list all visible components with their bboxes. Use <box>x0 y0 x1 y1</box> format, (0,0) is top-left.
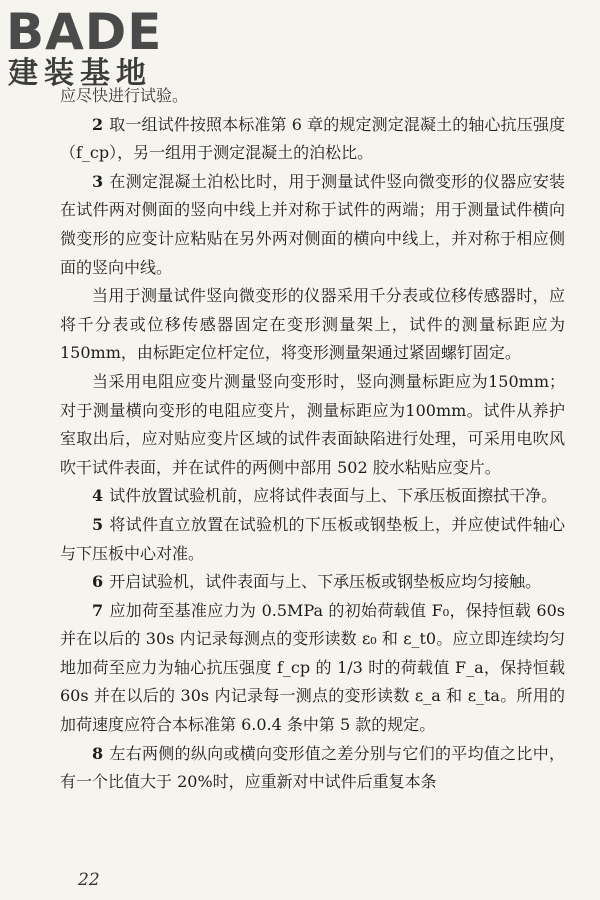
paragraph-item-3 <box>60 168 565 282</box>
item-number: 8 <box>92 743 104 763</box>
paragraph-text: 当用于测量试件竖向微变形的仪器采用千分表或位移传感器时，应将千分表或位移传感器固定在变形测量架上，试件的测量标距应为 150mm，由标距定位杆定位，将变形测量架通过紧固螺钉固定。 <box>60 286 565 363</box>
paragraph-dial-gauge <box>60 282 565 368</box>
paragraph-strain-gauge <box>60 368 565 482</box>
paragraph-text: 取一组试件按照本标准第 6 章的规定测定混凝土的轴心抗压强度（f_cp），另一组用于测定混凝土的泊松比。 <box>60 114 565 163</box>
paragraph-item-7 <box>60 597 565 740</box>
paragraph-text: 左右两侧的纵向或横向变形值之差分别与它们的平均值之比中，有一个比值大于 20%时，应重新对中试件后重复本条 <box>60 743 565 792</box>
paragraph-text: 应加荷至基准应力为 0.5MPa 的初始荷载值 F₀，保持恒载 60s 并在以后的 30s 内记录每测点的变形读数 ε₀ 和 ε_t0。应立即连续均匀地加荷至应力为轴心抗压强度 f_cp 的 1/3 时的荷载值 F_a，保持恒载 60s 并在以后的 30s 内记录每一测点的变形读数 ε_a 和 ε_ta。所用的加荷速度应符合本标准第 6.0.4 条中第 5 款的规定。 <box>60 600 565 735</box>
watermark-logo <box>6 4 181 94</box>
paragraph-item-2 <box>60 111 565 168</box>
page-number: 22 <box>78 870 100 890</box>
logo-subtitle: 建装基地 <box>8 56 152 91</box>
item-number: 6 <box>92 572 104 592</box>
logo-title: BADE <box>6 3 163 61</box>
item-number: 3 <box>92 171 104 191</box>
paragraph-continuation <box>60 82 565 111</box>
paragraph-item-8 <box>60 740 565 797</box>
paragraph-item-4 <box>60 482 565 511</box>
paragraph-item-5 <box>60 511 565 568</box>
paragraph-text: 开启试验机，试件表面与上、下承压板或钢垫板应均匀接触。 <box>109 572 542 592</box>
document-body <box>60 82 565 797</box>
paragraph-text: 应尽快进行试验。 <box>60 86 189 105</box>
paragraph-text: 在测定混凝土泊松比时，用于测量试件竖向微变形的仪器应安装在试件两对侧面的竖向中线上并对称于试件的两端；用于测量试件横向微变形的应变计应粘贴在另外两对侧面的横向中线上，并对称于相应侧面的竖向中线。 <box>60 171 565 277</box>
paragraph-text: 将试件直立放置在试验机的下压板或钢垫板上，并应使试件轴心与下压板中心对准。 <box>60 514 565 563</box>
item-number: 5 <box>92 514 104 534</box>
paragraph-item-6 <box>60 568 565 597</box>
item-number: 4 <box>92 486 104 506</box>
paragraph-text: 当采用电阻应变片测量竖向变形时，竖向测量标距应为150mm；对于测量横向变形的电阻应变片，测量标距应为100mm。试件从养护室取出后，应对贴应变片区域的试件表面缺陷进行处理，可采用电吹风吹干试件表面，并在试件的两侧中部用 502 胶水粘贴应变片。 <box>60 371 565 477</box>
paragraph-text: 试件放置试验机前，应将试件表面与上、下承压板面擦拭干净。 <box>109 486 558 506</box>
item-number: 7 <box>92 600 104 620</box>
item-number: 2 <box>92 114 104 134</box>
